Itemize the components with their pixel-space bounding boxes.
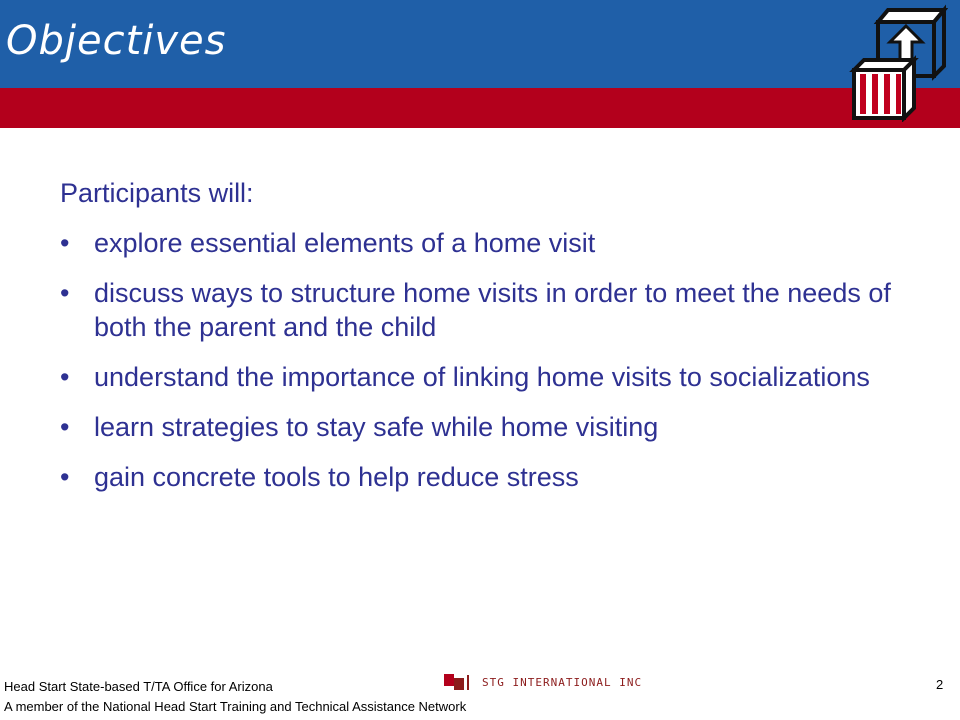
- footer-network-line: A member of the National Head Start Training and Technical Assistance Network: [4, 699, 467, 714]
- list-item-text: explore essential elements of a home visit: [94, 228, 596, 258]
- building-blocks-logo-icon: [848, 4, 948, 122]
- stg-logo-text: STG INTERNATIONAL INC: [482, 676, 643, 689]
- bullet-icon: •: [60, 412, 70, 442]
- bullet-icon: •: [60, 228, 70, 258]
- list-item: [60, 276, 930, 344]
- bullet-icon: •: [60, 362, 70, 392]
- slide-title: Objectives: [6, 18, 227, 64]
- list-item-text: learn strategies to stay safe while home visiting: [94, 412, 659, 442]
- bullet-icon: •: [60, 278, 70, 308]
- header-red-band: [0, 88, 960, 128]
- list-item-text: understand the importance of linking home visits to socializations: [94, 362, 870, 392]
- objectives-list: [60, 226, 930, 494]
- stg-logo-icon: [444, 672, 476, 692]
- list-item: [60, 460, 930, 494]
- bullet-icon: •: [60, 462, 70, 492]
- slide-body: [60, 176, 930, 510]
- page-number: 2: [936, 677, 944, 692]
- list-item: [60, 410, 930, 444]
- list-item: [60, 226, 930, 260]
- footer-office-line: Head Start State-based T/TA Office for Arizona: [4, 679, 273, 694]
- list-item: [60, 360, 930, 394]
- list-item-text: gain concrete tools to help reduce stress: [94, 462, 579, 492]
- footer-text: [4, 677, 466, 717]
- intro-text: Participants will:: [60, 178, 254, 208]
- list-item-text: discuss ways to structure home visits in order to meet the needs of both the parent and the child: [94, 278, 891, 342]
